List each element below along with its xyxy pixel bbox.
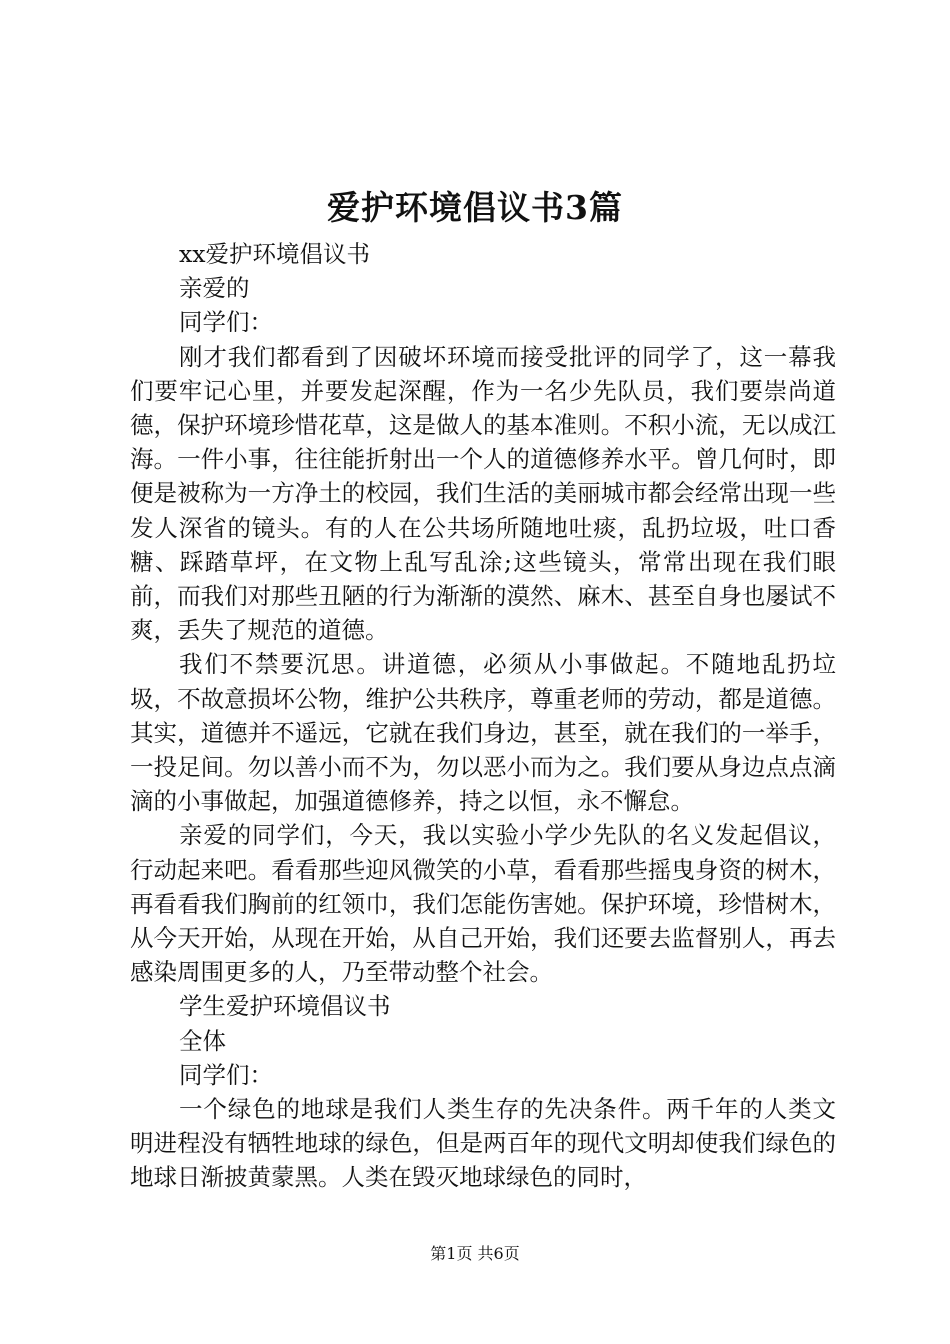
document-body xyxy=(130,237,836,1195)
paragraph: 同学们： xyxy=(179,1060,273,1089)
paragraph: 亲爱的 xyxy=(179,274,250,303)
page-footer: 第1页 共6页 xyxy=(430,1244,520,1263)
paragraph: 学生爱护环境倡议书 xyxy=(179,992,391,1021)
paragraph: 一个绿色的地球是我们人类生存的先决条件。两千年的人类文明进程没有牺牲地球的绿色，但是两百年的现代文明却使我们绿色的地球日渐披黄蒙黑。人类在毁灭地球绿色的同时， xyxy=(130,1095,836,1192)
paragraph: 亲爱的同学们，今天，我以实验小学少先队的名义发起倡议，行动起来吧。看看那些迎风微笑的小草，看看那些摇曳身资的树木，再看看我们胸前的红领巾，我们怎能伤害她。保护环境，珍惜树木，从今天开始，从现在开始，从自己开始，我们还要去监督别人，再去感染周围更多的人，乃至带动整个社会。 xyxy=(130,821,836,987)
paragraph: 同学们： xyxy=(179,308,273,337)
paragraph: 我们不禁要沉思。讲道德，必须从小事做起。不随地乱扔垃圾，不故意损坏公物，维护公共秩序，尊重老师的劳动，都是道德。其实，道德并不遥远，它就在我们身边，甚至，就在我们的一举手，一投足间。勿以善小而不为，勿以恶小而为之。我们要从身边点点滴滴的小事做起，加强道德修养，持之以恒，永不懈怠。 xyxy=(130,650,836,816)
paragraph: 全体 xyxy=(179,1026,226,1055)
paragraph: 刚才我们都看到了因破坏环境而接受批评的同学了，这一幕我们要牢记心里，并要发起深醒，作为一名少先队员，我们要崇尚道德，保护环境珍惜花草，这是做人的基本准则。不积小流，无以成江海。一件小事，往往能折射出一个人的道德修养水平。曾几何时，即便是被称为一方净土的校园，我们生活的美丽城市都会经常出现一些发人深省的镜头。有的人在公共场所随地吐痰，乱扔垃圾，吐口香糖、踩踏草坪，在文物上乱写乱涂;这些镜头，常常出现在我们眼前，而我们对那些丑陋的行为渐渐的漠然、麻木、甚至自身也屡试不爽，丢失了规范的道德。 xyxy=(130,342,836,645)
document-title: 爱护环境倡议书3篇 xyxy=(327,188,623,227)
paragraph: xx爱护环境倡议书 xyxy=(179,240,371,268)
